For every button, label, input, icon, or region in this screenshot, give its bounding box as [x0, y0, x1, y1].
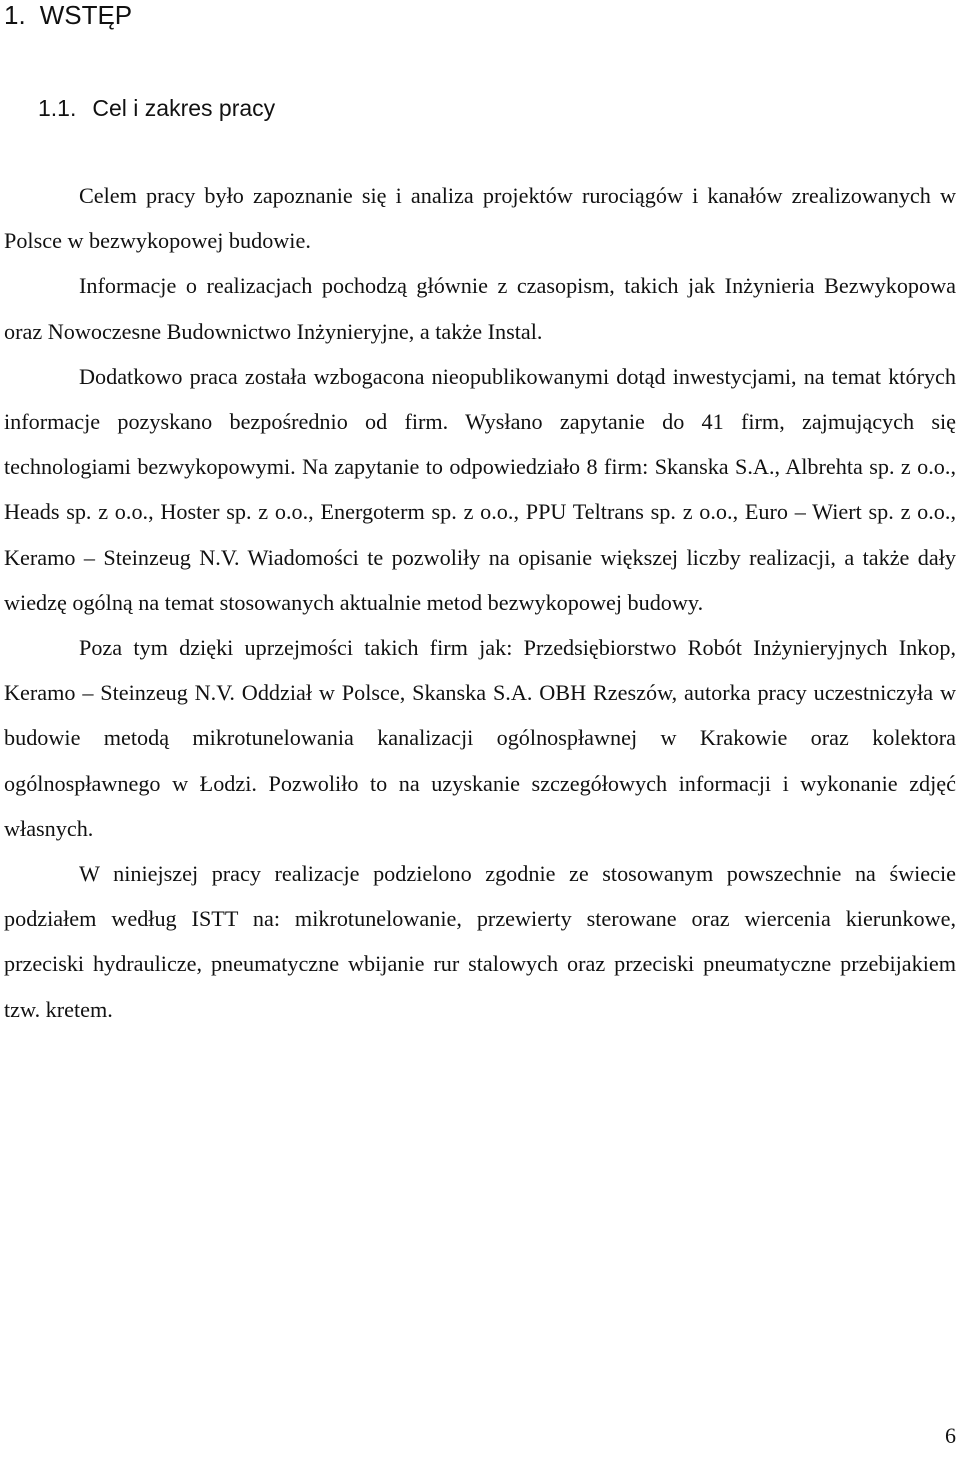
paragraph: Celem pracy było zapoznanie się i analiza projektów rurociągów i kanałów zrealizowanych w Polsce w bezwykopowej budowie. — [4, 183, 956, 254]
body-text — [4, 173, 956, 1032]
section-number: 1.1. — [38, 95, 77, 121]
chapter-number: 1. — [4, 0, 26, 30]
chapter-title: WSTĘP — [39, 0, 133, 30]
paragraph: Poza tym dzięki uprzejmości takich firm jak: Przedsiębiorstwo Robót Inżynieryjnych Inkop, Keramo – Steinzeug N.V. Oddział w Polsce, Skanska S.A. OBH Rzeszów, autorka pracy uczestniczyła w budowie metodą mikrotunelowania kanalizacji ogólnospławnej w Krakowie oraz kolektora ogólnospławnego w Łodzi. Pozwoliło to na uzyskanie szczegółowych informacji i wykonanie zdjęć własnych. — [4, 635, 956, 841]
page-number: 6 — [945, 1423, 956, 1448]
paragraph: Dodatkowo praca została wzbogacona nieopublikowanymi dotąd inwestycjami, na temat których informacje pozyskano bezpośrednio od firm. Wysłano zapytanie do 41 firm, zajmujących się technologiami bezwykopowymi. Na zapytanie to odpowiedziało 8 firm: Skanska S.A., Albrehta sp. z o.o., Heads sp. z o.o., Hoster sp. z o.o., Energoterm sp. z o.o., PPU Teltrans sp. z o.o., Euro – Wiert sp. z o.o., Keramo – Steinzeug N.V. Wiadomości te pozwoliły na opisanie większej liczby realizacji, a także dały wiedzę ogólną na temat stosowanych aktualnie metod bezwykopowej budowy. — [4, 363, 956, 615]
paragraph: Informacje o realizacjach pochodzą głównie z czasopism, takich jak Inżynieria Bezwykopowa oraz Nowoczesne Budownictwo Inżynieryjne, a także Instal. — [4, 273, 956, 344]
chapter-heading — [4, 0, 132, 30]
section-title: Cel i zakres pracy — [92, 95, 276, 121]
section-heading — [38, 94, 275, 122]
paragraph: W niniejszej pracy realizacje podzielono zgodnie ze stosowanym powszechnie na świecie podziałem według ISTT na: mikrotunelowanie, przewierty sterowane oraz wiercenia kierunkowe, przeciski hydraulicze, pneumatyczne wbijanie rur stalowych oraz przeciski pneumatyczne przebijakiem tzw. kretem. — [4, 861, 956, 1022]
